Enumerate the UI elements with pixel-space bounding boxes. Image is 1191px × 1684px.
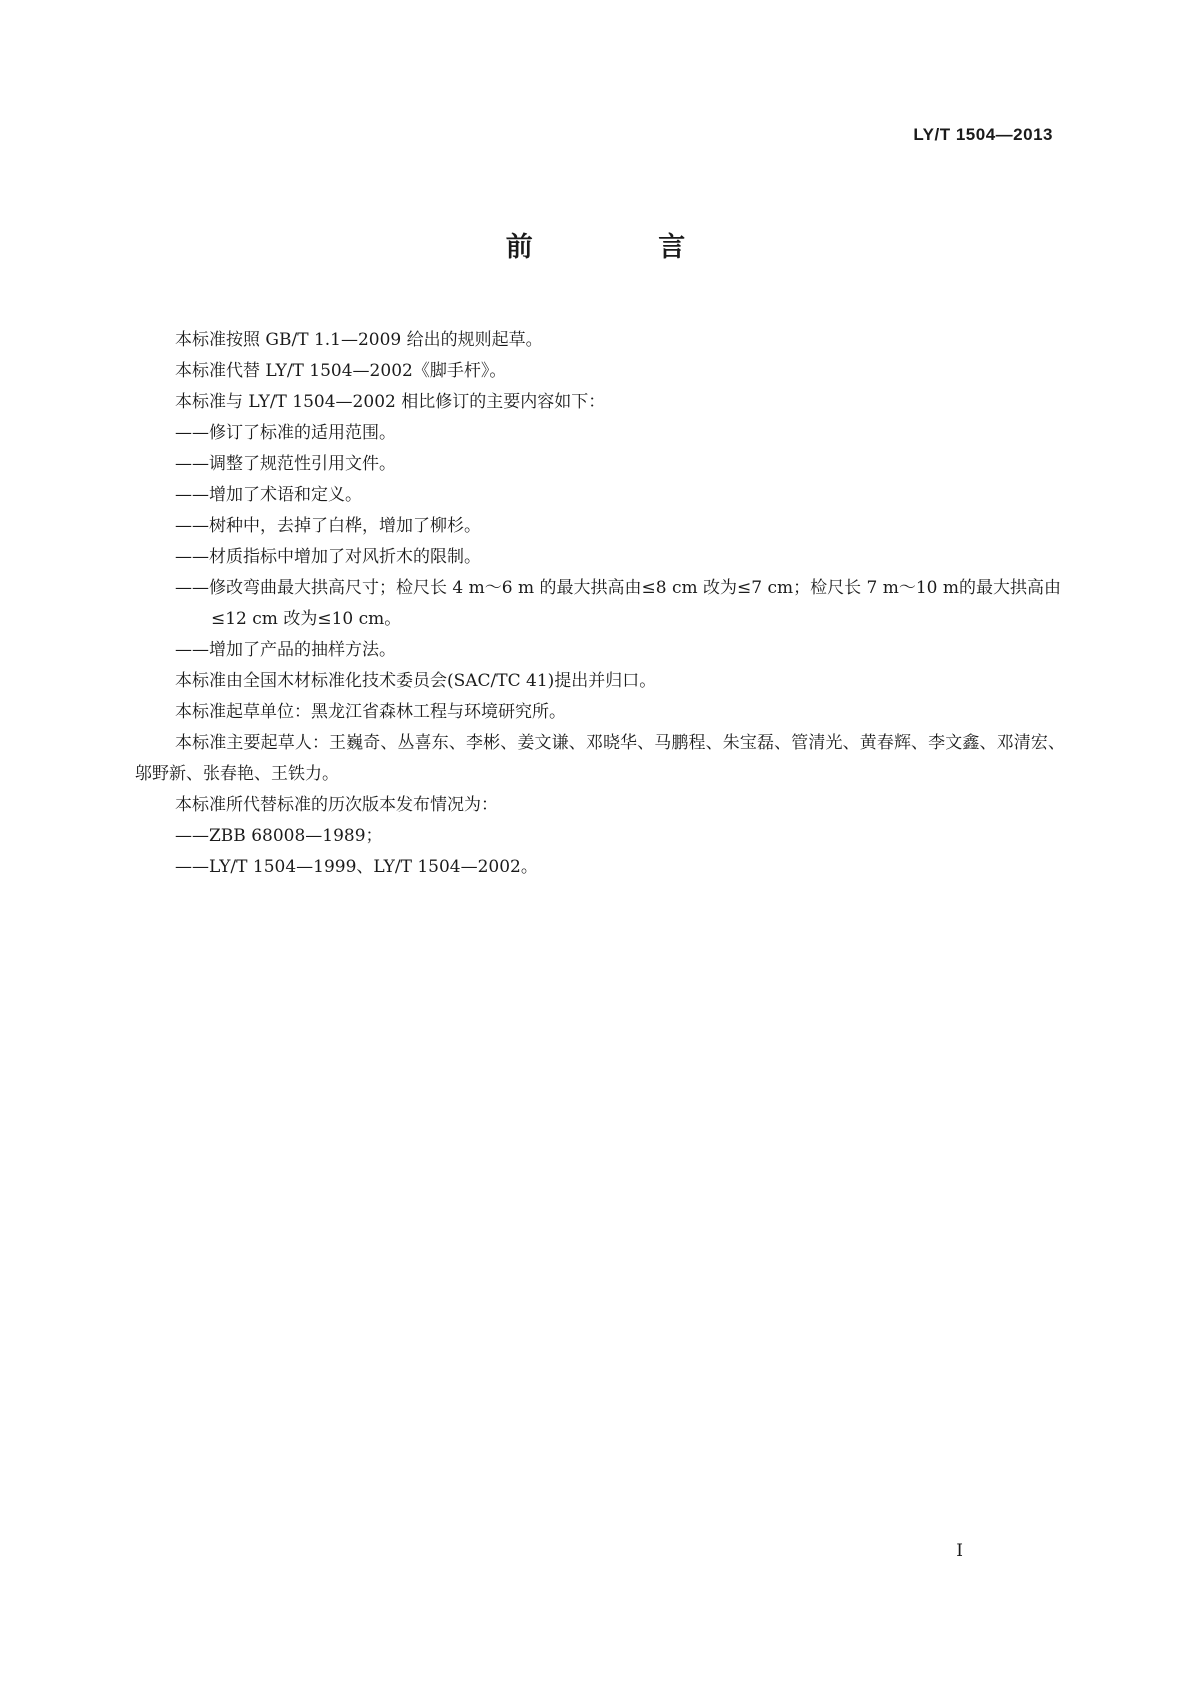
history-item: ——ZBB 68008—1989； [175,826,383,846]
drafting-rules-paragraph: 本标准按照 GB/T 1.1—2009 给出的规则起草。 [175,330,543,350]
replacement-paragraph: 本标准代替 LY/T 1504—2002《脚手杆》。 [175,361,507,381]
history-intro-paragraph: 本标准所代替标准的历次版本发布情况为： [175,795,498,815]
standard-number: LY/T 1504—2013 [913,125,1053,144]
history-item: ——LY/T 1504—1999、LY/T 1504—2002。 [175,857,538,877]
change-item: ——增加了产品的抽样方法。 [175,640,396,660]
drafters-paragraph: 本标准主要起草人：王巍奇、丛喜东、李彬、姜文谦、邓晓华、马鹏程、朱宝磊、管清光、黄春辉、李文鑫、邓清宏、邬野新、张春艳、王铁力。 [135,733,1065,784]
changes-intro-paragraph: 本标准与 LY/T 1504—2002 相比修订的主要内容如下： [175,392,606,412]
foreword-body [135,325,1065,883]
change-item: ——树种中，去掉了白桦，增加了柳杉。 [175,516,481,536]
committee-paragraph: 本标准由全国木材标准化技术委员会(SAC/TC 41)提出并归口。 [175,671,657,691]
change-item: ——调整了规范性引用文件。 [175,454,396,474]
drafting-unit-paragraph: 本标准起草单位：黑龙江省森林工程与环境研究所。 [175,702,566,722]
change-item: ——增加了术语和定义。 [175,485,362,505]
change-item: ——修改弯曲最大拱高尺寸；检尺长 4 m～6 m 的最大拱高由≤8 cm 改为≤7 cm；检尺长 7 m～10 m的最大拱高由≤12 cm 改为≤10 cm。 [175,578,1061,629]
page-title: 前 言 [505,232,744,263]
change-item: ——修订了标准的适用范围。 [175,423,396,443]
page-number: I [956,1541,963,1561]
change-item: ——材质指标中增加了对风折木的限制。 [175,547,481,567]
